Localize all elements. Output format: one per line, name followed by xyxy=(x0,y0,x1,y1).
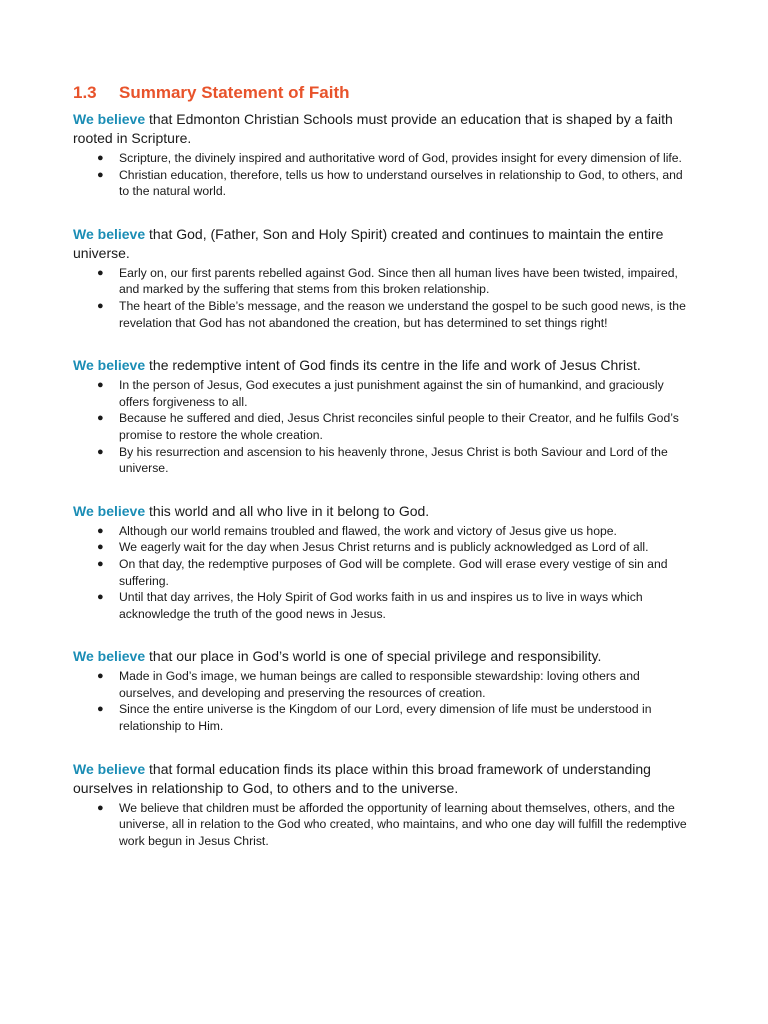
bullet-dot-icon: ● xyxy=(97,591,104,604)
bullet-text: Because he suffered and died, Jesus Christ reconciles sinful people to their Creator, and he fulfils God’s promise to restore the whole creation. xyxy=(119,411,679,442)
section-heading xyxy=(73,82,693,104)
bullet-dot-icon: ● xyxy=(97,801,104,814)
bullet-text: We believe that children must be afforded the opportunity of learning about themselves, others, and the universe, all in relation to the God who created, who maintains, and who one day will fulfill the redemptive work begun in Jesus Christ. xyxy=(119,800,687,848)
bullet-dot-icon: ● xyxy=(97,445,104,458)
bullet-dot-icon: ● xyxy=(97,524,104,537)
bullet-dot-icon: ● xyxy=(97,541,104,554)
belief-section xyxy=(73,225,693,331)
bullet-item xyxy=(97,298,693,331)
belief-statement xyxy=(73,225,693,263)
bullet-dot-icon: ● xyxy=(97,168,104,181)
belief-statement-text: that our place in God’s world is one of special privilege and responsibility. xyxy=(145,648,602,665)
bullet-item xyxy=(97,410,693,443)
bullet-dot-icon: ● xyxy=(97,557,104,570)
belief-keyword: We believe xyxy=(73,357,146,374)
belief-keyword: We believe xyxy=(73,225,146,242)
bullet-item xyxy=(97,167,693,200)
document-page xyxy=(73,82,693,874)
bullet-dot-icon: ● xyxy=(97,266,104,279)
bullet-list xyxy=(73,800,693,850)
bullet-dot-icon: ● xyxy=(97,703,104,716)
belief-sections xyxy=(73,110,693,849)
belief-statement xyxy=(73,356,693,375)
bullet-item xyxy=(97,800,693,850)
belief-statement-text: that Edmonton Christian Schools must provide an education that is shaped by a faith rooted in Scripture. xyxy=(73,111,673,146)
belief-statement-text: this world and all who live in it belong to God. xyxy=(145,502,430,519)
bullet-list xyxy=(73,150,693,200)
bullet-item xyxy=(97,377,693,410)
bullet-item xyxy=(97,523,693,540)
belief-statement-text: that God, (Father, Son and Holy Spirit) created and continues to maintain the entire universe. xyxy=(73,225,664,261)
bullet-list xyxy=(73,523,693,623)
belief-statement xyxy=(73,760,693,798)
bullet-item xyxy=(97,701,693,734)
bullet-list xyxy=(73,377,693,477)
bullet-dot-icon: ● xyxy=(97,670,104,683)
bullet-item xyxy=(97,539,693,556)
bullet-text: The heart of the Bible’s message, and the reason we understand the gospel to be such good news, is the revelation that God has not abandoned the creation, but has determined to set things right! xyxy=(119,298,686,330)
section-number: 1.3 xyxy=(73,83,97,102)
belief-keyword: We believe xyxy=(73,760,146,777)
bullet-dot-icon: ● xyxy=(97,299,104,312)
bullet-text: Although our world remains troubled and flawed, the work and victory of Jesus give us hope. xyxy=(119,523,617,538)
belief-statement-text: that formal education finds its place within this broad framework of understanding ourselves in relationship to God, to others and to the universe. xyxy=(73,760,651,796)
belief-section xyxy=(73,647,693,734)
bullet-text: Made in God’s image, we human beings are called to responsible stewardship: loving others and ourselves, and developing and preserving the resources of creation. xyxy=(119,669,640,700)
bullet-item xyxy=(97,265,693,298)
belief-statement xyxy=(73,502,693,521)
belief-statement xyxy=(73,110,693,148)
bullet-text: Christian education, therefore, tells us how to understand ourselves in relationship to God, to others, and to the natural world. xyxy=(119,167,683,199)
bullet-item xyxy=(97,668,693,701)
belief-keyword: We believe xyxy=(73,111,146,127)
belief-section xyxy=(73,110,693,200)
belief-section xyxy=(73,760,693,850)
bullet-text: In the person of Jesus, God executes a just punishment against the sin of humankind, and graciously offers forgiveness to all. xyxy=(119,378,664,409)
bullet-text: We eagerly wait for the day when Jesus Christ returns and is publicly acknowledged as Lord of all. xyxy=(119,540,649,555)
bullet-text: On that day, the redemptive purposes of God will be complete. God will erase every vestige of sin and suffering. xyxy=(119,556,668,588)
section-title: Summary Statement of Faith xyxy=(119,83,350,102)
bullet-dot-icon: ● xyxy=(97,412,104,425)
belief-section xyxy=(73,356,693,477)
bullet-text: Until that day arrives, the Holy Spirit of God works faith in us and inspires us to live in ways which acknowledge the truth of the good news in Jesus. xyxy=(119,590,643,621)
bullet-dot-icon: ● xyxy=(97,152,104,164)
belief-statement xyxy=(73,647,693,666)
bullet-item xyxy=(97,589,693,622)
bullet-item xyxy=(97,444,693,477)
bullet-dot-icon: ● xyxy=(97,379,104,392)
belief-keyword: We believe xyxy=(73,502,146,519)
bullet-item xyxy=(97,556,693,589)
belief-section xyxy=(73,502,693,623)
bullet-list xyxy=(73,668,693,734)
bullet-text: Since the entire universe is the Kingdom of our Lord, every dimension of life must be understood in relationship to Him. xyxy=(119,702,652,734)
belief-keyword: We believe xyxy=(73,648,146,665)
bullet-text: Scripture, the divinely inspired and authoritative word of God, provides insight for every dimension of life. xyxy=(119,151,682,165)
bullet-text: Early on, our first parents rebelled against God. Since then all human lives have been twisted, impaired, and marked by the suffering that stems from this broken relationship. xyxy=(119,265,678,297)
bullet-list xyxy=(73,265,693,331)
bullet-item xyxy=(97,150,693,167)
bullet-text: By his resurrection and ascension to his heavenly throne, Jesus Christ is both Saviour and Lord of the universe. xyxy=(119,444,668,476)
belief-statement-text: the redemptive intent of God finds its centre in the life and work of Jesus Christ. xyxy=(145,357,641,374)
